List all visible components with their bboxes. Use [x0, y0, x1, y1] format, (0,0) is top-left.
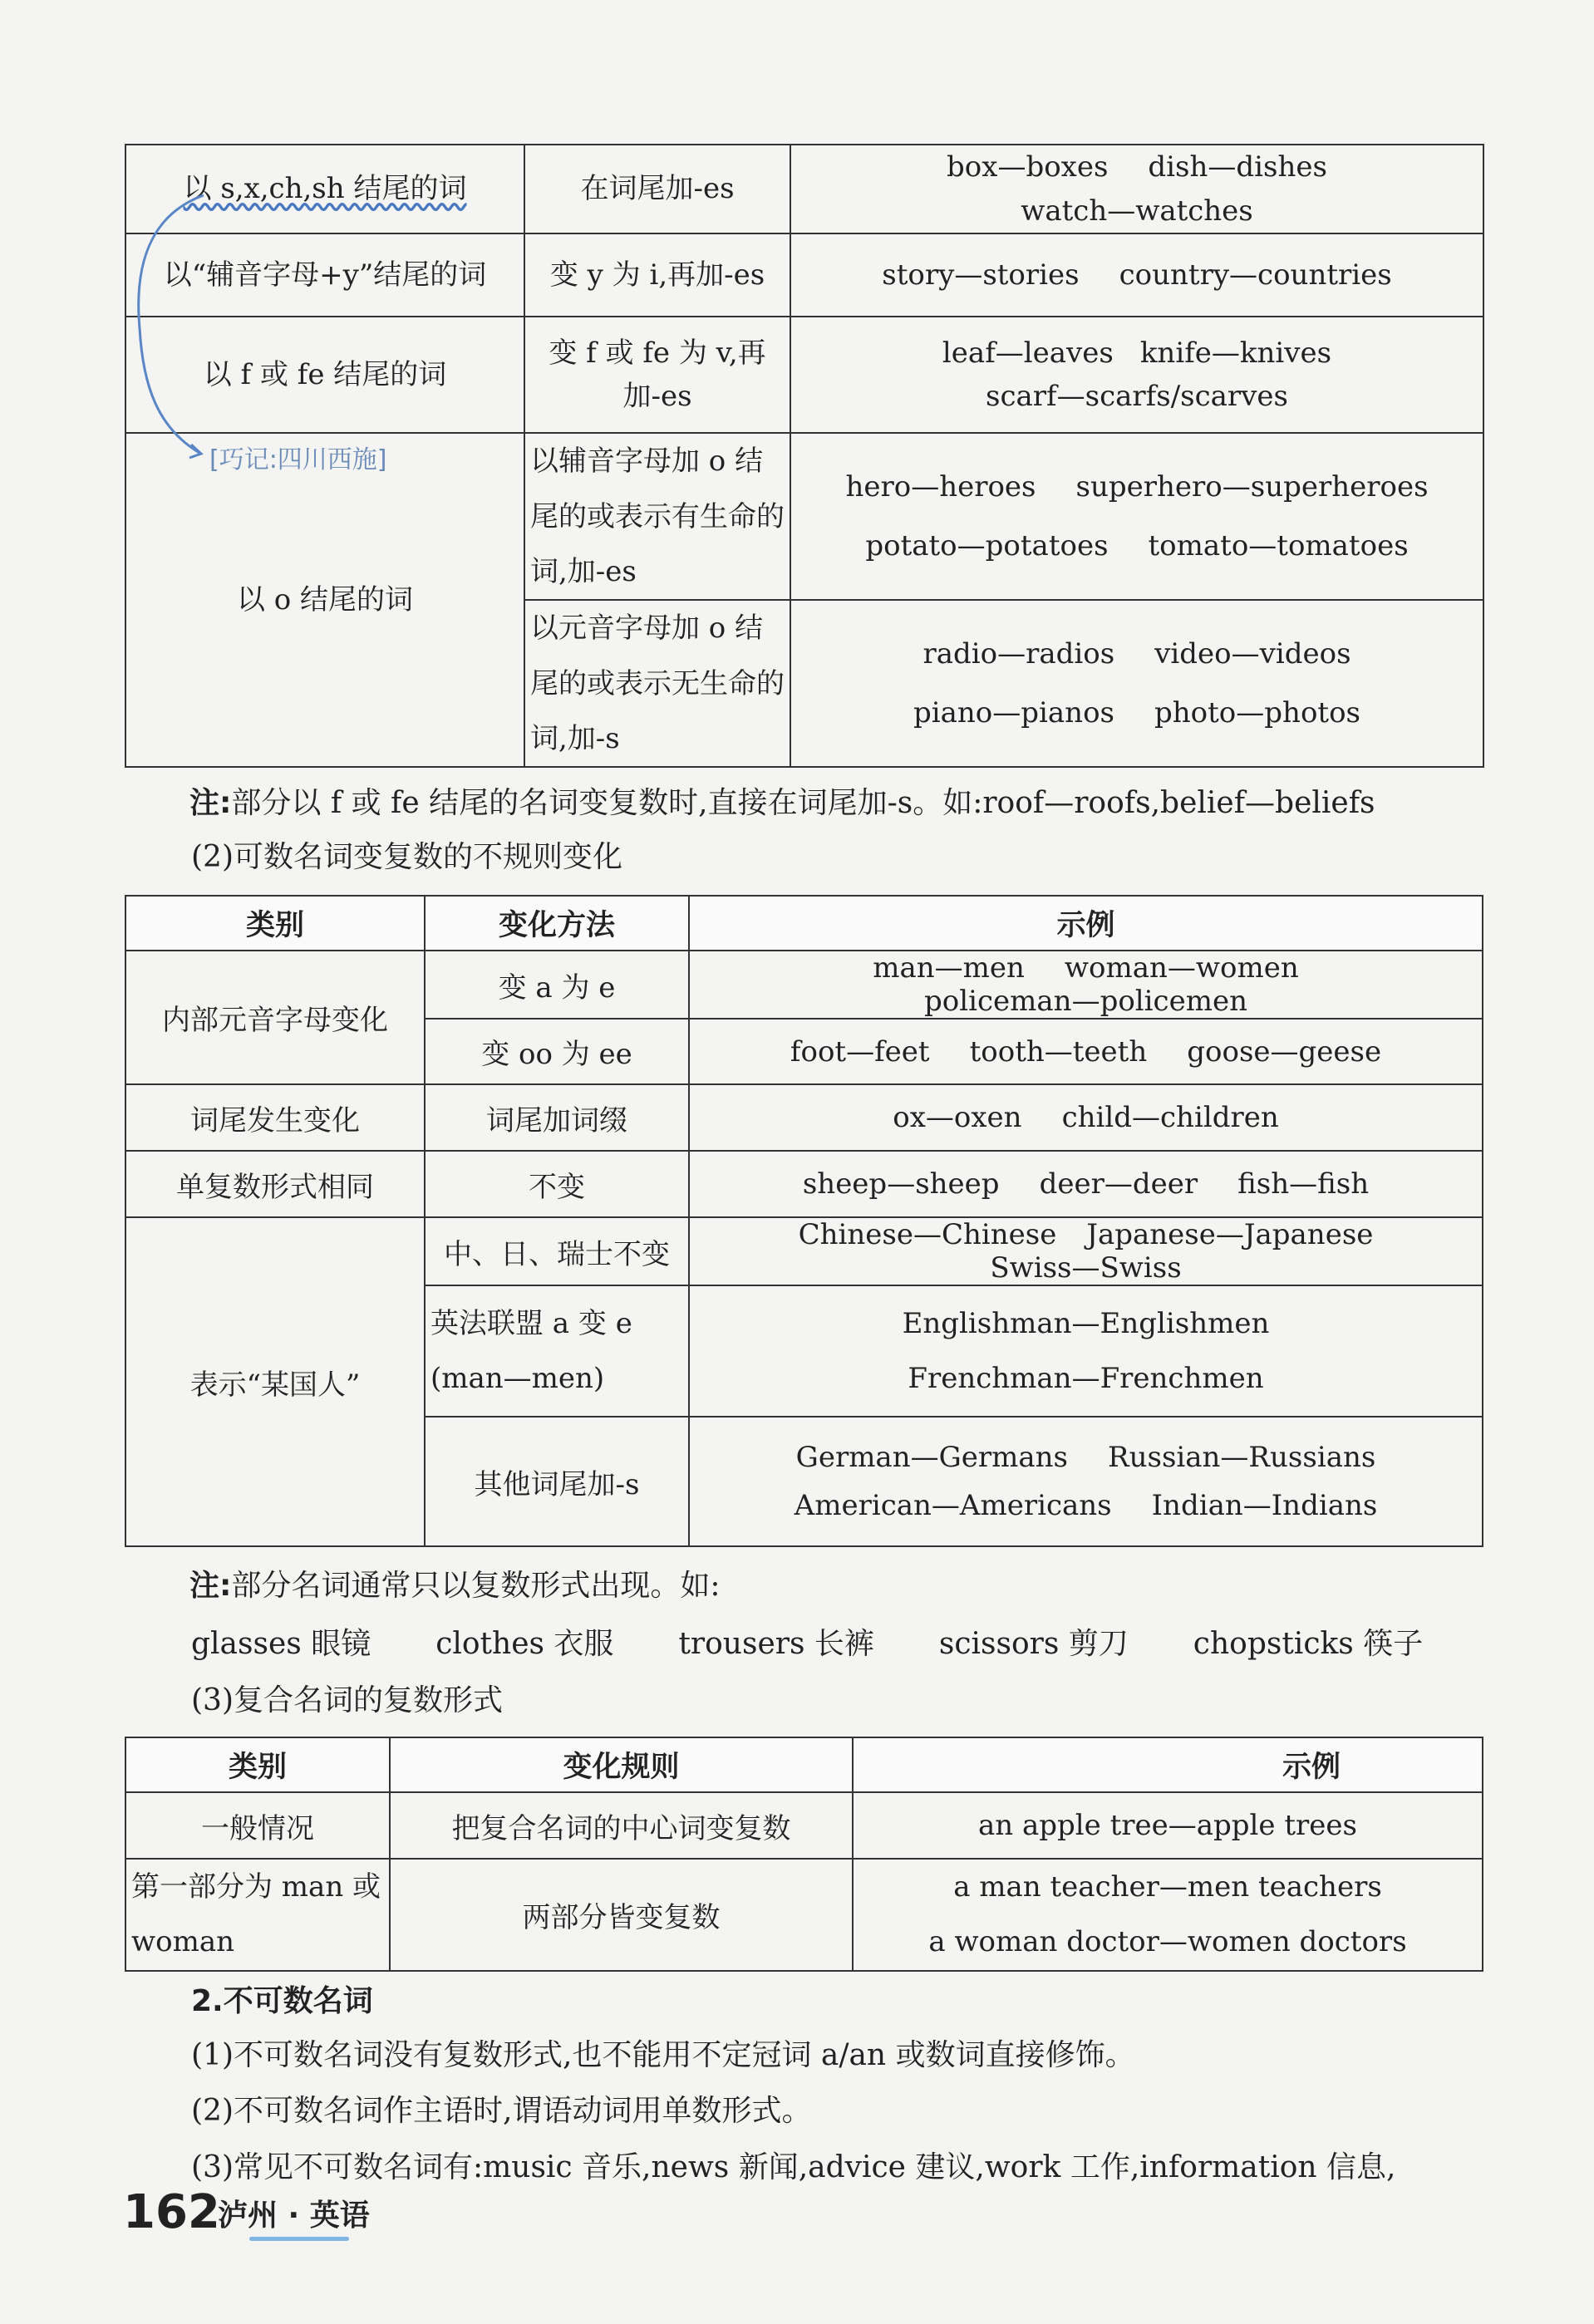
- category-cell: 以 s,x,ch,sh 结尾的词: [125, 145, 524, 233]
- method-cell: 以辅音字母加 o 结尾的或表示有生命的词,加-es: [524, 433, 790, 600]
- category-cell: 一般情况: [125, 1792, 390, 1859]
- examples-cell: radio—radios video—videos piano—pianos photo—photos: [790, 600, 1483, 767]
- table-row: [125, 1084, 1483, 1151]
- column-header: 示例: [689, 896, 1483, 951]
- table-row: [125, 1151, 1483, 1217]
- examples-cell: German—Germans Russian—Russians American—Americans Indian—Indians: [689, 1417, 1483, 1546]
- examples-cell: Chinese—Chinese Japanese—JapaneseSwiss—Swiss: [689, 1217, 1483, 1285]
- method-cell: 其他词尾加-s: [425, 1417, 689, 1546]
- subheading-compound: (3)复合名词的复数形式: [191, 1683, 503, 1717]
- method-cell: 变 y 为 i,再加-es: [524, 233, 790, 317]
- list-item: glasses 眼镜: [191, 1627, 371, 1661]
- note-2: 注:部分名词通常只以复数形式出现。如:: [189, 1569, 721, 1603]
- section-heading: 2.不可数名词: [191, 1984, 373, 2018]
- table-row: [125, 1217, 1483, 1285]
- example-cell: a man teacher—men teachers a woman doctor—women doctors: [853, 1859, 1483, 1971]
- column-header: 变化规则: [390, 1737, 853, 1792]
- plural-only-words: [191, 1620, 1488, 1663]
- method-cell: 词尾加词缀: [425, 1084, 689, 1151]
- note-1: 注:部分以 f 或 fe 结尾的名词变复数时,直接在词尾加-s。如:roof—roofs,belief—beliefs: [189, 786, 1375, 820]
- examples-cell: box—boxes dish—disheswatch—watches: [790, 145, 1483, 233]
- book-title: 泸州 · 英语: [218, 2199, 370, 2233]
- category-cell: 词尾发生变化: [125, 1084, 425, 1151]
- annotation-arrow: [125, 179, 224, 461]
- table-row: [125, 233, 1483, 317]
- examples-cell: sheep—sheep deer—deer fish—fish: [689, 1151, 1483, 1217]
- column-header: 类别: [125, 1737, 390, 1792]
- table-row: [125, 951, 1483, 1019]
- category-cell: 以 o 结尾的词: [125, 433, 524, 767]
- table-header-row: [125, 1737, 1483, 1792]
- examples-cell: story—stories country—countries: [790, 233, 1483, 317]
- table-row: [125, 1859, 1483, 1971]
- irregular-plural-table: [125, 895, 1483, 1547]
- list-item: trousers 长裤: [678, 1627, 874, 1661]
- method-cell: 在词尾加-es: [524, 145, 790, 233]
- method-cell: 变 oo 为 ee: [425, 1019, 689, 1084]
- column-header: 变化方法: [425, 896, 689, 951]
- category-cell: 第一部分为 man 或 woman: [125, 1859, 390, 1971]
- category-cell: 表示“某国人”: [125, 1217, 425, 1546]
- example-cell: an apple tree—apple trees: [853, 1792, 1483, 1859]
- examples-cell: man—men woman—womenpoliceman—policemen: [689, 951, 1483, 1019]
- rule-cell: 两部分皆变复数: [390, 1859, 853, 1971]
- category-cell: 内部元音字母变化: [125, 951, 425, 1084]
- paragraph: (2)不可数名词作主语时,谓语动词用单数形式。: [191, 2094, 812, 2128]
- category-cell: 以 f 或 fe 结尾的词: [125, 317, 524, 433]
- subheading-irregular: (2)可数名词变复数的不规则变化: [191, 840, 622, 874]
- method-cell: 中、日、瑞士不变: [425, 1217, 689, 1285]
- examples-cell: ox—oxen child—children: [689, 1084, 1483, 1151]
- examples-cell: Englishman—Englishmen Frenchman—Frenchmen: [689, 1285, 1483, 1417]
- compound-plural-table: [125, 1737, 1483, 1972]
- examples-cell: leaf—leaves knife—knivesscarf—scarfs/scarves: [790, 317, 1483, 433]
- table-row: [125, 145, 1483, 233]
- method-cell: 不变: [425, 1151, 689, 1217]
- examples-cell: hero—heroes superhero—superheroes potato—potatoes tomato—tomatoes: [790, 433, 1483, 600]
- column-header: 类别: [125, 896, 425, 951]
- table-row: [125, 1792, 1483, 1859]
- method-cell: 英法联盟 a 变 e (man—men): [425, 1285, 689, 1417]
- column-header: 示例: [853, 1737, 1483, 1792]
- table-header-row: [125, 896, 1483, 951]
- method-cell: 变 a 为 e: [425, 951, 689, 1019]
- list-item: chopsticks 筷子: [1193, 1627, 1424, 1661]
- rule-cell: 把复合名词的中心词变复数: [390, 1792, 853, 1859]
- paragraph: (3)常见不可数名词有:music 音乐,news 新闻,advice 建议,work 工作,information 信息,: [191, 2150, 1396, 2184]
- category-cell: 以“辅音字母+y”结尾的词: [125, 233, 524, 317]
- mnemonic-note: [巧记:四川西施]: [209, 445, 387, 474]
- method-cell: 以元音字母加 o 结尾的或表示无生命的词,加-s: [524, 600, 790, 767]
- examples-cell: foot—feet tooth—teeth goose—geese: [689, 1019, 1483, 1084]
- method-cell: 变 f 或 fe 为 v,再加-es: [524, 317, 790, 433]
- category-cell: 单复数形式相同: [125, 1151, 425, 1217]
- list-item: clothes 衣服: [435, 1627, 614, 1661]
- table-row: [125, 317, 1483, 433]
- paragraph: (1)不可数名词没有复数形式,也不能用不定冠词 a/an 或数词直接修饰。: [191, 2038, 1135, 2072]
- footer-accent-line: [249, 2237, 349, 2241]
- list-item: scissors 剪刀: [938, 1627, 1129, 1661]
- page-number: 162: [123, 2185, 220, 2239]
